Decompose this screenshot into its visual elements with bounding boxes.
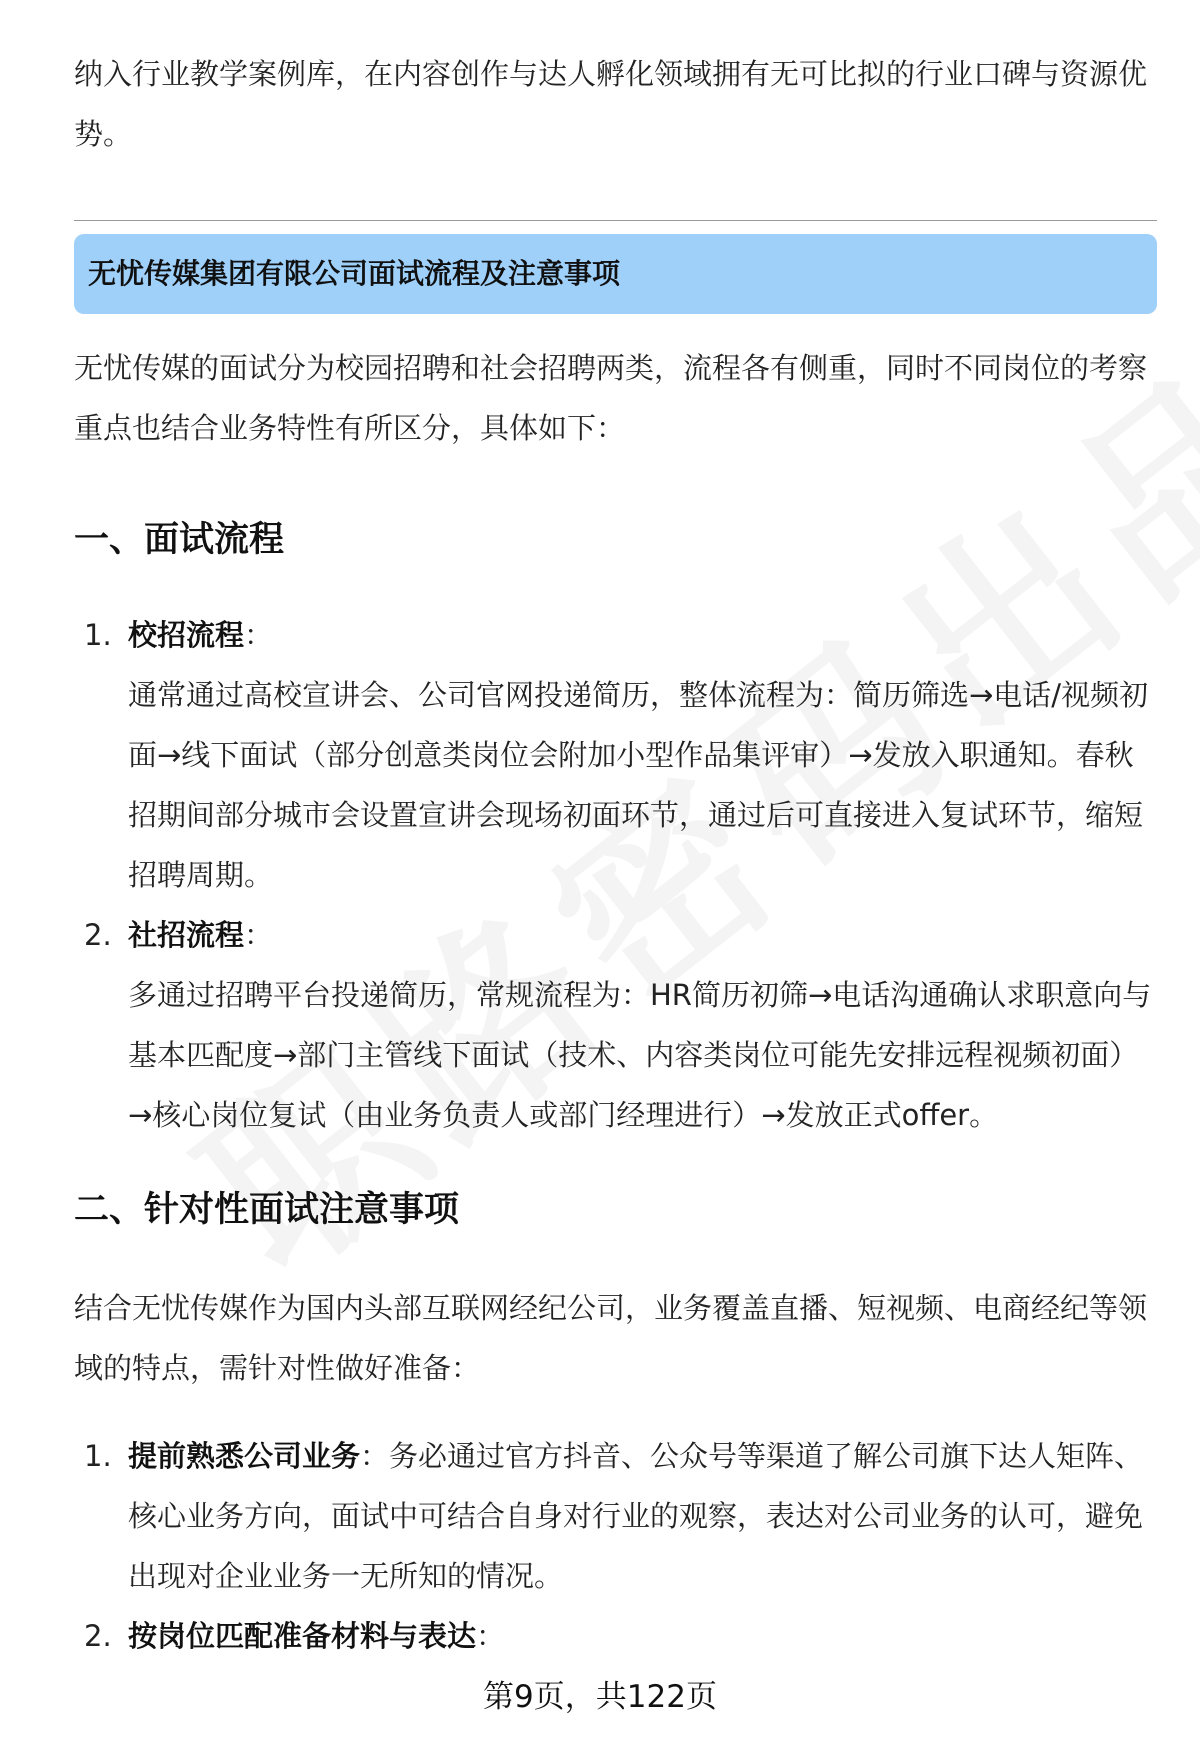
list-item-title: 校招流程 [128,618,245,652]
divider [74,220,1157,221]
section-banner [74,234,1157,314]
list-item-title: 社招流程 [128,918,245,952]
list-item-colon: ： [244,618,274,652]
list-item-colon: ： [476,1619,506,1653]
list-item-text: 多通过招聘平台投递简历，常规流程为：HR简历初筛→电话沟通确认求职意向与基本匹配度→部门主管线下面试（技术、内容类岗位可能先安排远程视频初面）→核心岗位复试（由业务负责人或部门经理进行）→发放正式offer。 [128,978,1152,1132]
list-item-number: 2. [84,1619,112,1653]
list-item-social-recruitment [128,905,1158,1145]
list-item-know-business [128,1426,1158,1606]
intro-paragraph: 纳入行业教学案例库，在内容创作与达人孵化领域拥有无可比拟的行业口碑与资源优势。 [74,57,1148,151]
section2-intro-paragraph: 结合无忧传媒作为国内头部互联网经纪公司，业务覆盖直播、短视频、电商经纪等领域的特点，需针对性做好准备： [74,1291,1148,1385]
section2-heading: 二、针对性面试注意事项 [74,1190,460,1230]
list-item-campus-recruitment [128,605,1158,905]
list-item-text: 务必通过官方抖音、公众号等渠道了解公司旗下达人矩阵、核心业务方向，面试中可结合自身对行业的观察，表达对公司业务的认可，避免出现对企业业务一无所知的情况。 [128,1439,1144,1593]
list-item-number: 1. [84,1439,112,1473]
list-item-number: 1. [84,618,112,652]
list-item-colon: ： [360,1439,390,1473]
list-item-colon: ： [244,918,274,952]
list-item-title: 提前熟悉公司业务 [128,1439,361,1473]
list-item-number: 2. [84,918,112,952]
list-item-text: 通常通过高校宣讲会、公司官网投递简历，整体流程为：简历筛选→电话/视频初面→线下面试（部分创意类岗位会附加小型作品集评审）→发放入职通知。春秋招期间部分城市会设置宣讲会现场初面环节，通过后可直接进入复试环节，缩短招聘周期。 [128,678,1149,892]
page-number-footer: 第9页，共122页 [483,1679,717,1715]
list-item-title: 按岗位匹配准备材料与表达 [128,1619,477,1653]
section1-heading: 一、面试流程 [74,520,285,560]
banner-title: 无忧传媒集团有限公司面试流程及注意事项 [88,257,621,290]
list-item-prepare-materials [128,1606,1158,1666]
overview-paragraph: 无忧传媒的面试分为校园招聘和社会招聘两类，流程各有侧重，同时不同岗位的考察重点也结合业务特性有所区分，具体如下： [74,351,1148,445]
